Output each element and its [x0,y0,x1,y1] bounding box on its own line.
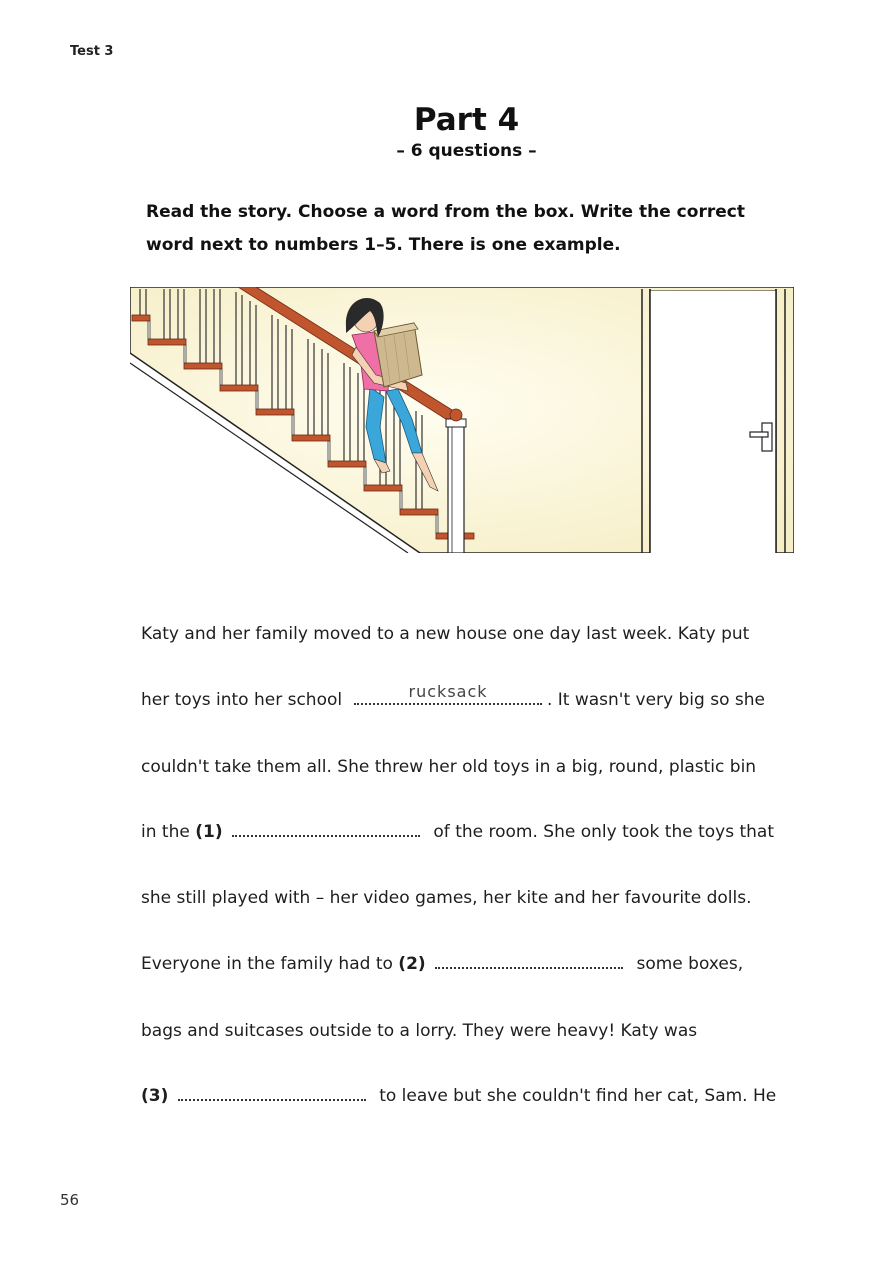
test-label: Test 3 [70,44,114,59]
story-line-6 [141,953,743,975]
story-line-1: Katy and her family moved to a new house one day last week. Katy put [141,624,750,644]
page-number: 56 [60,1191,80,1209]
part-subtitle: – 6 questions – [396,141,537,161]
answer-blank-1[interactable] [232,821,420,837]
answer-blank-2[interactable] [435,953,623,969]
story-line-6-end: some boxes, [636,954,744,974]
answer-blank-3[interactable] [178,1085,366,1101]
story-line-2-end: . It wasn't very big so she [546,690,765,710]
story-line-6-start: Everyone in the family had to [141,954,393,974]
door [642,289,785,553]
story-line-2-start: her toys into her school [141,690,343,710]
story-line-4 [141,821,774,843]
story-line-7: bags and suitcases outside to a lorry. They were heavy! Katy was [141,1021,698,1041]
part-title: Part 4 [413,102,520,138]
story-line-4-start: in the [141,822,190,842]
story-line-3: couldn't take them all. She threw her old toys in a big, round, plastic bin [141,757,757,777]
instructions: Read the story. Choose a word from the box. Write the correct word next to numbers 1–5. There is one example. [146,202,745,255]
story-line-8 [141,1085,776,1107]
example-answer-blank [354,682,542,705]
question-1-number: (1) [195,822,223,842]
story-line-8-end: to leave but she couldn't find her cat, Sam. He [379,1086,777,1106]
question-3-number: (3) [141,1086,169,1106]
stairs-illustration [130,287,794,553]
story-line-5: she still played with – her video games, her kite and her favourite dolls. [141,888,752,908]
story-line-2 [141,682,765,711]
example-answer: rucksack [408,682,488,701]
question-2-number: (2) [398,954,426,974]
story-line-4-end: of the room. She only took the toys that [433,822,775,842]
